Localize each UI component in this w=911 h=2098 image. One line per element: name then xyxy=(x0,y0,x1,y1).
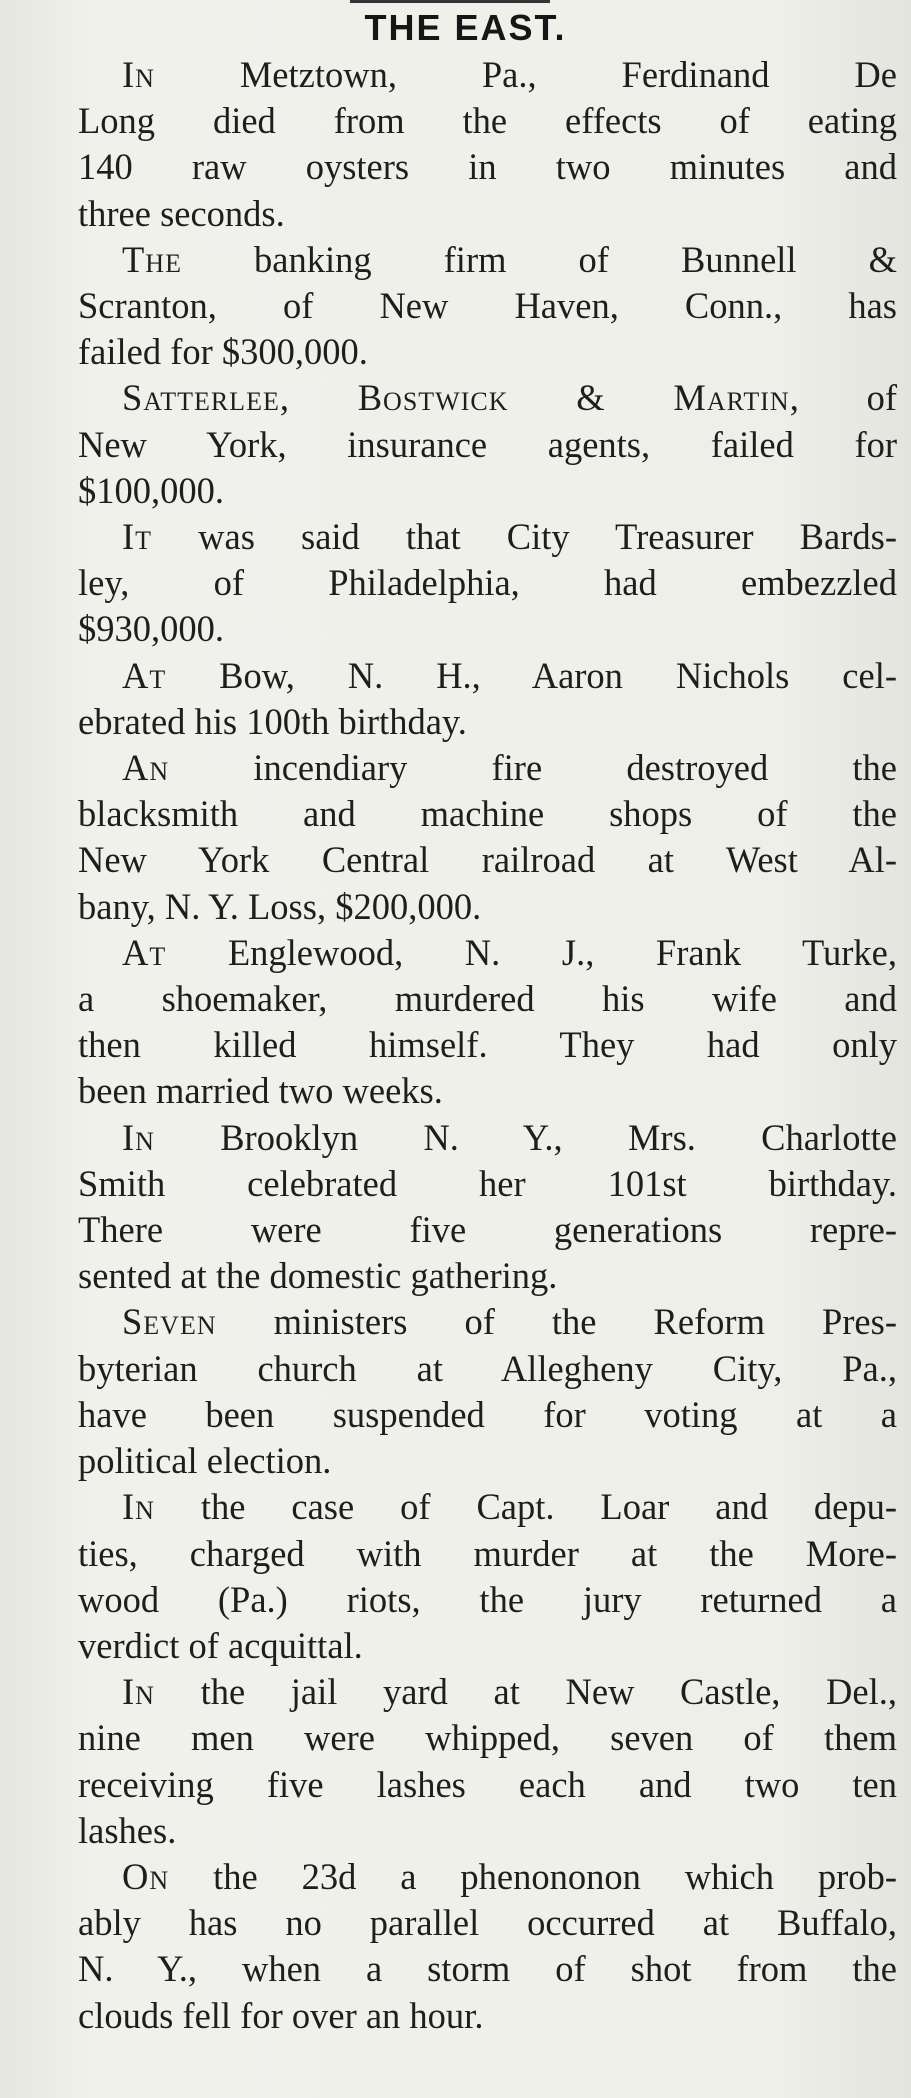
news-item-text: Brooklyn N. Y., Mrs. Charlotte xyxy=(154,1116,897,1158)
news-item-lead: It xyxy=(122,516,153,558)
top-rule xyxy=(350,0,550,3)
news-item-line xyxy=(34,930,897,976)
news-item-line xyxy=(34,1115,897,1161)
news-item-line: ley, of Philadelphia, had embezzled xyxy=(78,562,897,604)
news-item-line xyxy=(34,1854,897,1900)
news-item xyxy=(34,653,897,745)
news-item-text: of xyxy=(799,377,898,419)
news-item-line: Scranton, of New Haven, Conn., has xyxy=(78,285,897,327)
news-item-text: ministers of the Reform Pres- xyxy=(216,1301,897,1343)
news-item-lead: On xyxy=(122,1855,170,1897)
news-item-lead: An xyxy=(122,747,170,789)
news-item-lead: In xyxy=(122,1486,155,1528)
news-item-line: have been suspended for voting at a xyxy=(78,1393,897,1435)
news-item-line: political election. xyxy=(78,1440,332,1482)
news-item xyxy=(34,1669,897,1854)
news-item-lead: Seven xyxy=(122,1301,217,1343)
news-item-line xyxy=(34,1669,897,1715)
news-item-line xyxy=(34,52,897,98)
section-title: THE EAST. xyxy=(364,7,567,48)
news-item xyxy=(34,237,897,376)
news-item-lead: At xyxy=(122,931,167,973)
news-item-lead: At xyxy=(122,654,167,696)
news-item-line xyxy=(34,375,897,421)
news-items xyxy=(34,52,897,2039)
news-item-line: N. Y., when a storm of shot from the xyxy=(78,1948,897,1990)
news-item-text: banking firm of Bunnell & xyxy=(181,238,897,280)
news-item-line: a shoemaker, murdered his wife and xyxy=(78,978,897,1020)
news-item-line: ably has no parallel occurred at Buffalo, xyxy=(78,1902,897,1944)
news-item-line: then killed himself. They had only xyxy=(78,1024,897,1066)
news-item-line: lashes. xyxy=(78,1809,177,1851)
news-item xyxy=(34,745,897,930)
news-item-line: nine men were whipped, seven of them xyxy=(78,1717,897,1759)
news-item-line: $930,000. xyxy=(78,608,224,650)
news-item xyxy=(34,930,897,1115)
news-item-line: failed for $300,000. xyxy=(78,331,368,373)
news-item xyxy=(34,1484,897,1669)
news-item-line: bany, N. Y. Loss, $200,000. xyxy=(78,885,482,927)
news-item-line: receiving five lashes each and two ten xyxy=(78,1763,897,1805)
news-item-line: byterian church at Allegheny City, Pa., xyxy=(78,1347,897,1389)
news-item-line: been married two weeks. xyxy=(78,1070,443,1112)
news-item-line xyxy=(34,653,897,699)
news-item-line: New York, insurance agents, failed for xyxy=(78,423,897,465)
news-item-text: Bow, N. H., Aaron Nichols cel- xyxy=(166,654,897,696)
news-item-lead: The xyxy=(122,238,182,280)
news-item-text: incendiary fire destroyed the xyxy=(169,747,897,789)
news-item-line: ebrated his 100th birthday. xyxy=(78,700,467,742)
news-item-text: the jail yard at New Castle, Del., xyxy=(154,1671,897,1713)
news-item-line: 140 raw oysters in two minutes and xyxy=(78,146,897,188)
news-item-line xyxy=(34,1484,897,1530)
news-item xyxy=(34,1299,897,1484)
news-item-line xyxy=(34,1299,897,1345)
news-item-line: $100,000. xyxy=(78,469,224,511)
news-item-line: sented at the domestic gathering. xyxy=(78,1255,558,1297)
news-item xyxy=(34,52,897,237)
news-item-line: There were five generations repre- xyxy=(78,1209,897,1251)
news-item-line: New York Central railroad at West Al- xyxy=(78,839,897,881)
news-item-lead: In xyxy=(122,54,155,95)
news-item-line xyxy=(34,745,897,791)
news-item xyxy=(34,375,897,514)
news-item xyxy=(34,514,897,653)
news-item-line: clouds fell for over an hour. xyxy=(78,1994,484,2036)
news-item-line: Long died from the effects of eating xyxy=(78,100,897,142)
news-item-line xyxy=(34,514,897,560)
news-item-line: Smith celebrated her 101st birthday. xyxy=(78,1162,897,1204)
news-item-text: was said that City Treasurer Bards- xyxy=(152,516,897,558)
news-item-line: three seconds. xyxy=(78,192,285,234)
news-item-line xyxy=(34,237,897,283)
news-item xyxy=(34,1854,897,2039)
news-item-lead: Satterlee, Bostwick & Martin, xyxy=(122,377,800,419)
news-item-line: blacksmith and machine shops of the xyxy=(78,793,897,835)
news-item xyxy=(34,1115,897,1300)
news-item-line: wood (Pa.) riots, the jury returned a xyxy=(78,1578,897,1620)
news-item-lead: In xyxy=(122,1116,155,1158)
news-item-text: the 23d a phenononon which prob- xyxy=(169,1855,897,1897)
news-item-text: Englewood, N. J., Frank Turke, xyxy=(166,931,897,973)
news-item-text: Metztown, Pa., Ferdinand De xyxy=(154,54,897,95)
news-item-line: verdict of acquittal. xyxy=(78,1624,363,1666)
news-item-line: ties, charged with murder at the More- xyxy=(78,1532,897,1574)
news-item-lead: In xyxy=(122,1671,155,1713)
news-item-text: the case of Capt. Loar and depu- xyxy=(154,1486,897,1528)
